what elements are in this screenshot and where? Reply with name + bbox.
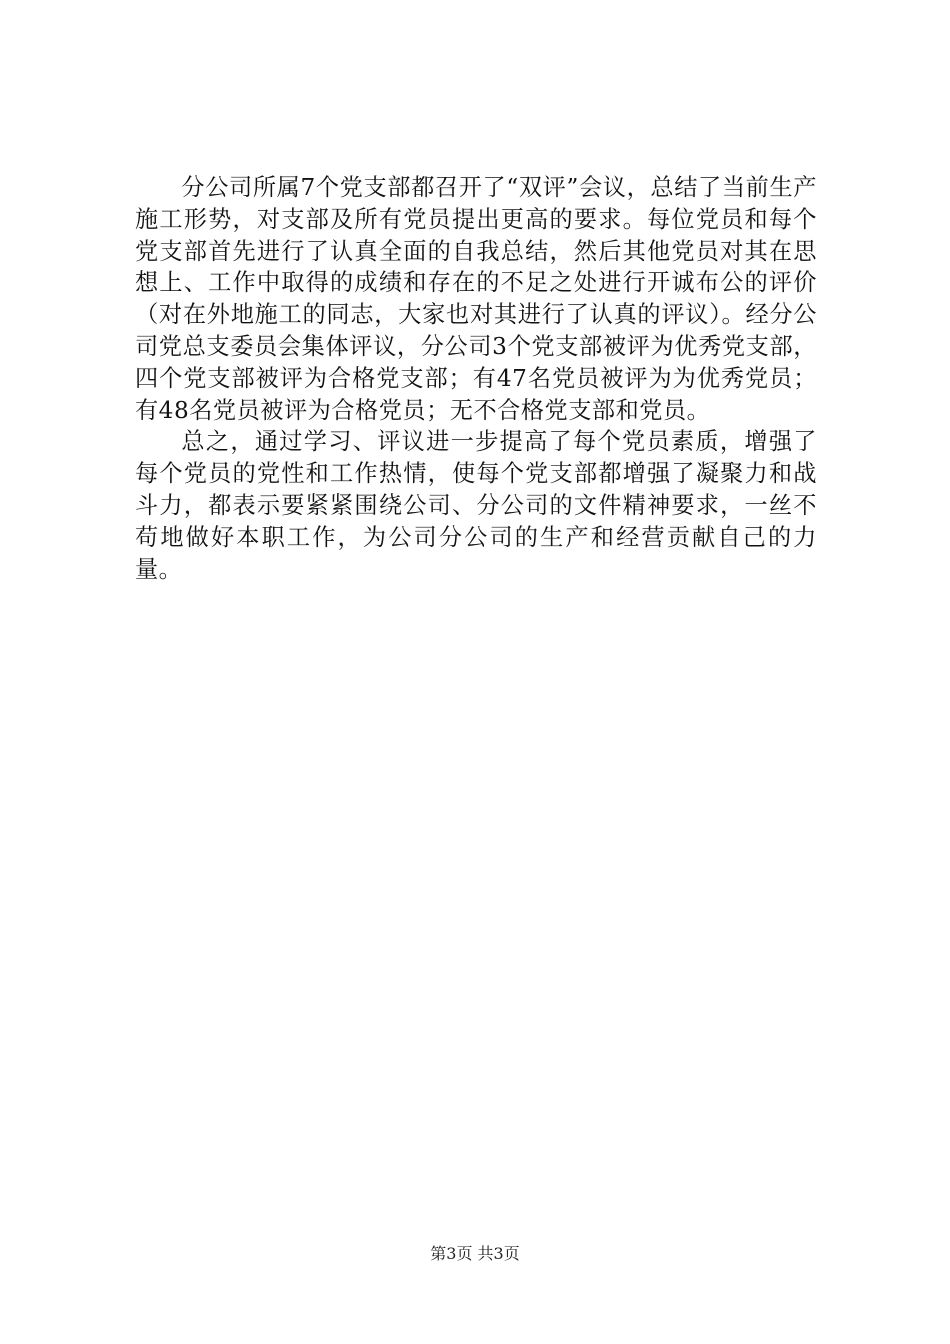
paragraph: 分公司所属7个党支部都召开了“双评”会议，总结了当前生产施工形势，对支部及所有党员提出更高的要求。每位党员和每个党支部首先进行了认真全面的自我总结，然后其他党员对其在思想上、工作中取得的成绩和存在的不足之处进行开诚布公的评价（对在外地施工的同志，大家也对其进行了认真的评议）。经分公司党总支委员会集体评议，分公司3个党支部被评为优秀党支部，四个党支部被评为合格党支部；有47名党员被评为为优秀党员；有48名党员被评为合格党员；无不合格党支部和党员。 [135, 174, 817, 424]
document-body [135, 172, 817, 585]
page-number-footer: 第3页 共3页 [430, 1244, 520, 1263]
paragraph: 总之，通过学习、评议进一步提高了每个党员素质，增强了每个党员的党性和工作热情，使每个党支部都增强了凝聚力和战斗力，都表示要紧紧围绕公司、分公司的文件精神要求，一丝不苟地做好本职工作，为公司分公司的生产和经营贡献自己的力量。 [135, 428, 817, 583]
